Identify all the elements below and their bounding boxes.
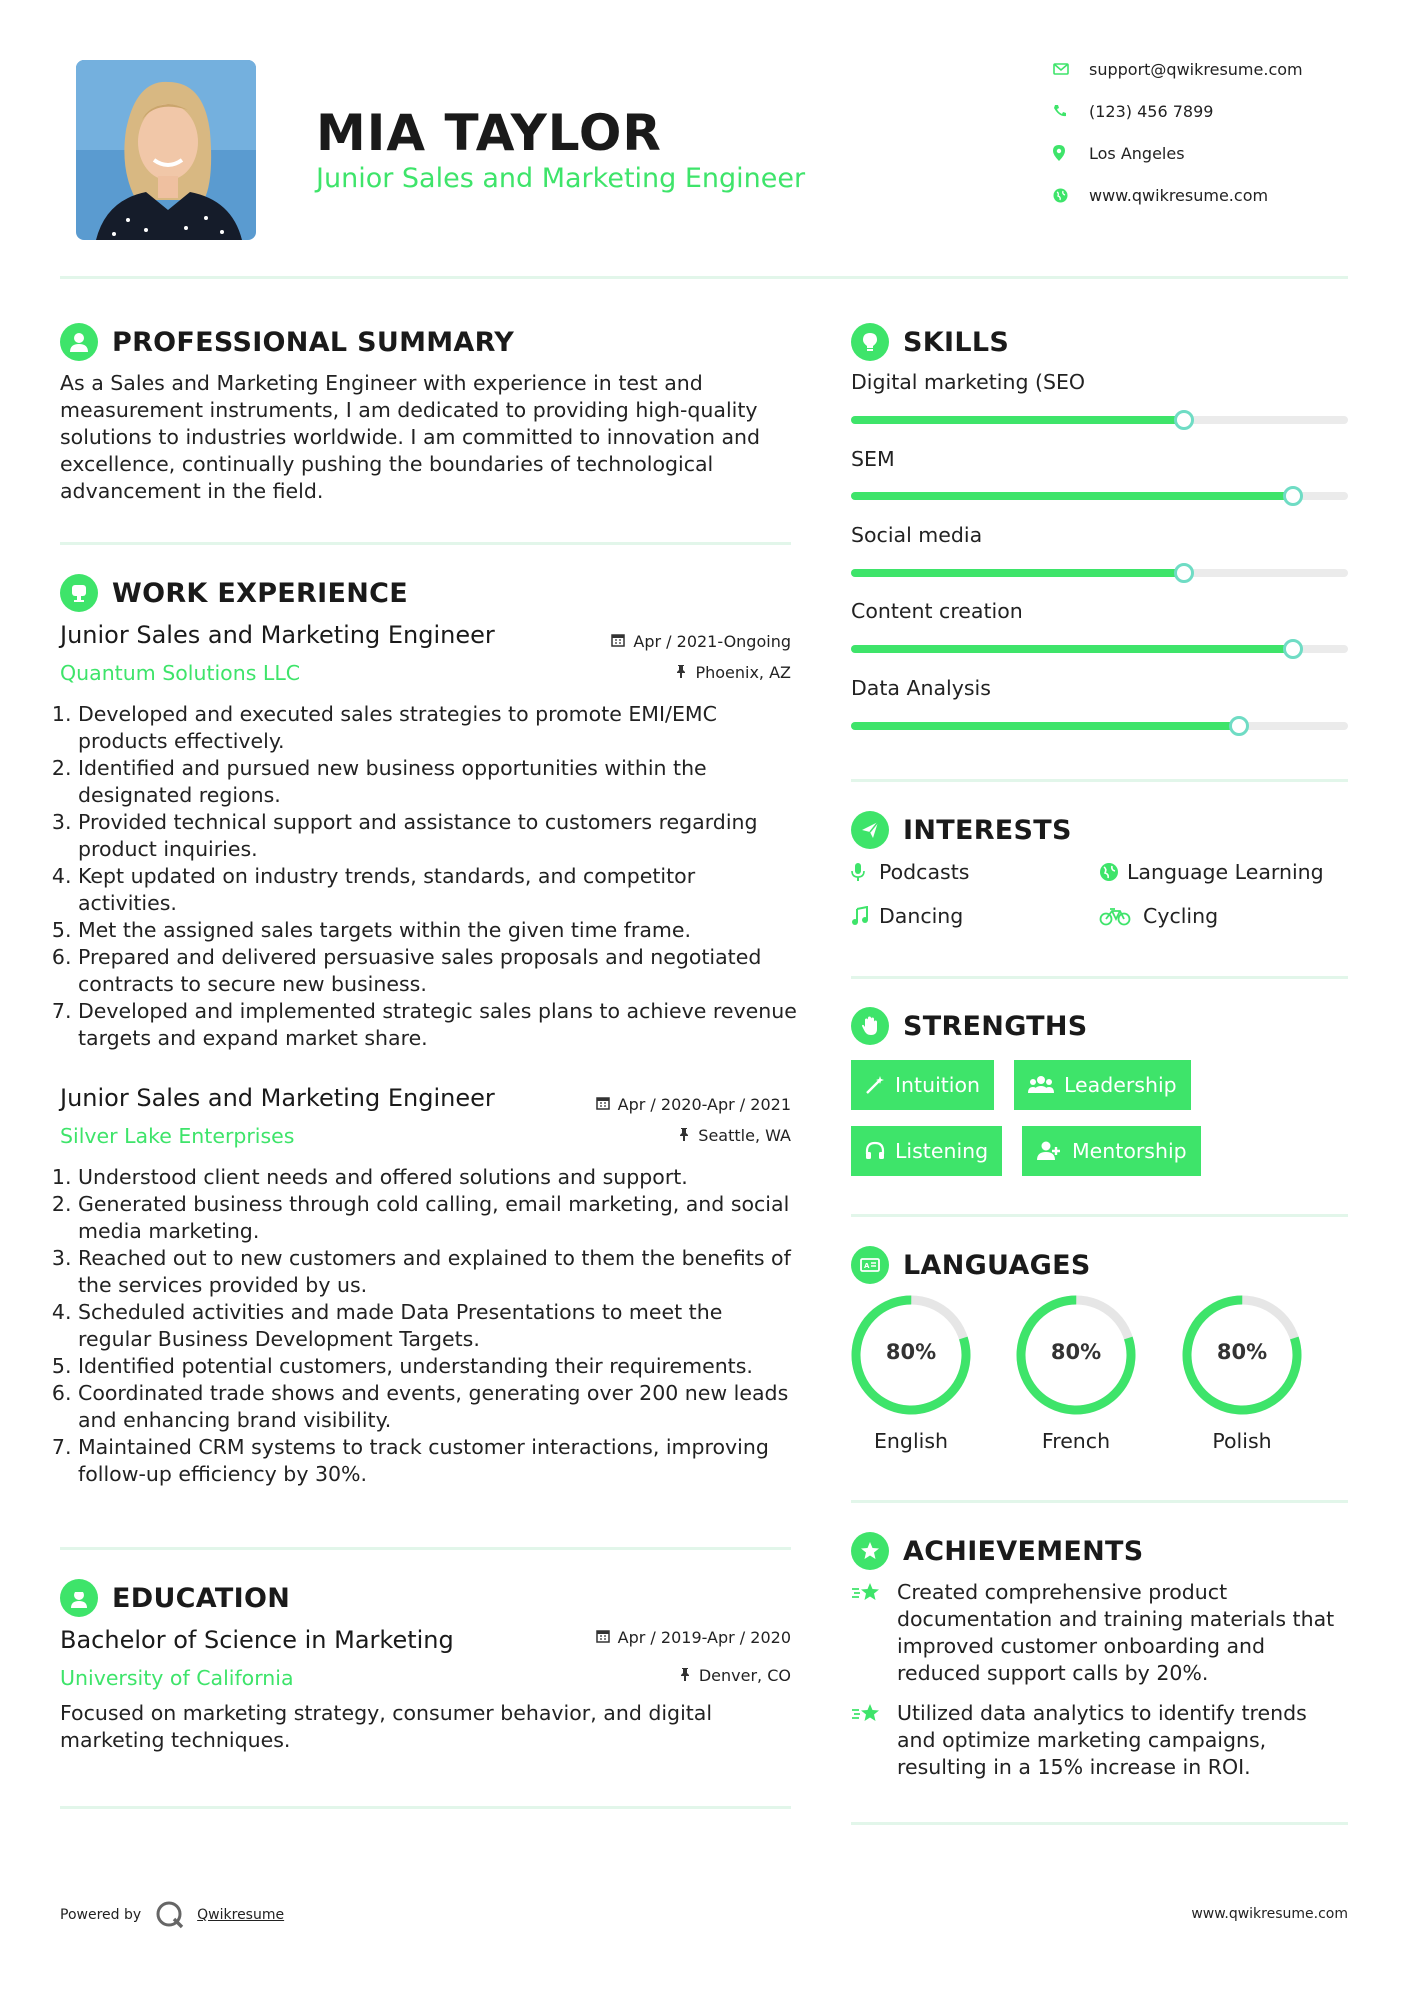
education-location-text: Denver, CO bbox=[698, 1666, 791, 1685]
language-name: English bbox=[873, 1429, 949, 1453]
achievement-text: Utilized data analytics to identify trends and optimize marketing campaigns, resulting in a 15% increase in ROI. bbox=[897, 1701, 1307, 1779]
skill-bar bbox=[851, 416, 1348, 424]
skill-bar-fill bbox=[851, 492, 1293, 500]
duty-item: 6. Coordinated trade shows and events, generating over 200 new leads and enhancing brand visibility. bbox=[78, 1380, 798, 1434]
pushpin-icon bbox=[679, 1666, 691, 1685]
lightbulb-icon bbox=[851, 323, 889, 361]
magic-wand-icon bbox=[865, 1075, 885, 1095]
headphones-icon bbox=[865, 1141, 885, 1161]
language-name: Polish bbox=[1212, 1429, 1272, 1453]
summary-heading-text: PROFESSIONAL SUMMARY bbox=[112, 326, 515, 358]
calendar-icon bbox=[596, 1628, 610, 1647]
job-2-location-text: Seattle, WA bbox=[698, 1126, 791, 1145]
duty-item: 5. Met the assigned sales targets within the given time frame. bbox=[78, 917, 798, 944]
job-2-dates-text: Apr / 2020-Apr / 2021 bbox=[617, 1095, 791, 1114]
duty-item: 2. Identified and pursued new business opportunities within the designated regions. bbox=[78, 755, 798, 809]
interest-item bbox=[851, 904, 963, 928]
user-plus-icon bbox=[1036, 1141, 1062, 1161]
header-divider bbox=[60, 276, 1348, 279]
duty-item: 3. Reached out to new customers and explained to them the benefits of the services provided by us. bbox=[78, 1245, 798, 1299]
job-1-dates bbox=[611, 632, 791, 651]
envelope-icon bbox=[1053, 63, 1089, 75]
paper-plane-icon bbox=[851, 811, 889, 849]
trophy-icon bbox=[851, 1532, 889, 1570]
education-divider bbox=[60, 1806, 791, 1809]
interest-label: Podcasts bbox=[879, 860, 970, 884]
duty-item: 4. Scheduled activities and made Data Presentations to meet the regular Business Development Targets. bbox=[78, 1299, 798, 1353]
pushpin-icon bbox=[678, 1126, 690, 1145]
globe-icon bbox=[1099, 862, 1127, 882]
interest-label: Language Learning bbox=[1127, 860, 1324, 884]
job-1-duties bbox=[58, 701, 798, 1052]
raised-hand-icon bbox=[851, 1007, 889, 1045]
duty-item: 6. Prepared and delivered persuasive sales proposals and negotiated contracts to secure new business. bbox=[78, 944, 798, 998]
duty-item: 5. Identified potential customers, understanding their requirements. bbox=[78, 1353, 798, 1380]
summary-text: As a Sales and Marketing Engineer with experience in test and measurement instruments, I am dedicated to providing high-quality solutions to industries worldwide. I am committed to innovation and excellence, continually pushing the boundaries of technological advancement in the field. bbox=[60, 371, 761, 503]
skill-bar-knob bbox=[1283, 486, 1303, 506]
skill-name: Social media bbox=[851, 523, 983, 547]
job-1-location-text: Phoenix, AZ bbox=[695, 663, 791, 682]
job-1-title: Junior Sales and Marketing Engineer bbox=[60, 621, 495, 649]
job-2-company: Silver Lake Enterprises bbox=[60, 1124, 295, 1148]
education-heading bbox=[60, 1578, 290, 1618]
job-1-company: Quantum Solutions LLC bbox=[60, 661, 301, 685]
interest-label: Cycling bbox=[1143, 904, 1219, 928]
duty-item: 2. Generated business through cold calling, email marketing, and social media marketing. bbox=[78, 1191, 798, 1245]
job-2-duties bbox=[58, 1164, 798, 1488]
job-1-location bbox=[675, 663, 791, 682]
education-dates bbox=[596, 1628, 791, 1647]
contact-website[interactable] bbox=[1053, 183, 1268, 207]
education-heading-text: EDUCATION bbox=[112, 1582, 291, 1614]
duty-item: 7. Maintained CRM systems to track customer interactions, improving follow-up efficiency by 30%. bbox=[78, 1434, 798, 1488]
duty-item: 3. Provided technical support and assistance to customers regarding product inquiries. bbox=[78, 809, 798, 863]
duty-item: 1. Developed and executed sales strategies to promote EMI/EMC products effectively. bbox=[78, 701, 798, 755]
qwikresume-logo-icon bbox=[155, 1900, 185, 1930]
globe-icon bbox=[1053, 188, 1089, 203]
skill-bar-fill bbox=[851, 416, 1184, 424]
footer-powered-by bbox=[60, 1900, 284, 1930]
interest-label: Dancing bbox=[879, 904, 964, 928]
strength-badge bbox=[851, 1060, 994, 1110]
language-percent: 80% bbox=[1216, 1340, 1268, 1364]
skill-bar bbox=[851, 722, 1348, 730]
svg-text:A: A bbox=[864, 1262, 870, 1270]
skill-name: SEM bbox=[851, 447, 895, 471]
language-card-icon bbox=[851, 1246, 889, 1284]
contact-email-text: support@qwikresume.com bbox=[1089, 59, 1303, 79]
strengths-heading-text: STRENGTHS bbox=[903, 1010, 1088, 1042]
achievement-text: Created comprehensive product documentation and training materials that improved customer onboarding and reduced support calls by 20%. bbox=[897, 1580, 1335, 1685]
strengths-heading bbox=[851, 1006, 1088, 1046]
achievement-item bbox=[851, 1700, 1351, 1781]
profile-photo bbox=[76, 60, 256, 240]
skill-bar-fill bbox=[851, 722, 1239, 730]
skill-name: Content creation bbox=[851, 599, 1023, 623]
summary-divider bbox=[60, 542, 791, 545]
skill-name: Data Analysis bbox=[851, 676, 991, 700]
experience-divider bbox=[60, 1547, 791, 1550]
skill-bar-knob bbox=[1174, 410, 1194, 430]
strength-label: Listening bbox=[895, 1139, 989, 1163]
language-percent: 80% bbox=[885, 1340, 937, 1364]
strength-badge bbox=[1022, 1126, 1201, 1176]
skill-bar bbox=[851, 645, 1348, 653]
interests-divider bbox=[851, 976, 1348, 979]
duty-item: 7. Developed and implemented strategic sales plans to achieve revenue targets and expand market share. bbox=[78, 998, 798, 1052]
skills-divider bbox=[851, 779, 1348, 782]
skill-bar bbox=[851, 492, 1348, 500]
skill-bar-fill bbox=[851, 569, 1184, 577]
skill-bar bbox=[851, 569, 1348, 577]
achievements-heading bbox=[851, 1531, 1144, 1571]
strength-label: Mentorship bbox=[1072, 1139, 1187, 1163]
contact-phone[interactable] bbox=[1053, 99, 1213, 123]
skill-bar-knob bbox=[1229, 716, 1249, 736]
phone-icon bbox=[1053, 104, 1089, 118]
strengths-divider bbox=[851, 1214, 1348, 1217]
job-2-title: Junior Sales and Marketing Engineer bbox=[60, 1084, 495, 1112]
star-icon bbox=[851, 1579, 897, 1687]
powered-by-text: Powered by bbox=[60, 1907, 142, 1923]
job-2-dates bbox=[596, 1095, 791, 1114]
experience-heading-text: WORK EXPERIENCE bbox=[112, 577, 408, 609]
duty-item: 1. Understood client needs and offered solutions and support. bbox=[78, 1164, 798, 1191]
contact-location bbox=[1053, 141, 1185, 165]
job-1-dates-text: Apr / 2021-Ongoing bbox=[633, 632, 791, 651]
summary-heading bbox=[60, 322, 514, 362]
bicycle-icon bbox=[1099, 906, 1143, 926]
calendar-icon bbox=[596, 1095, 610, 1114]
strength-badge bbox=[851, 1126, 1002, 1176]
education-location bbox=[679, 1666, 791, 1685]
experience-heading bbox=[60, 573, 408, 613]
brand-link[interactable]: Qwikresume bbox=[197, 1907, 285, 1923]
contact-email[interactable] bbox=[1053, 57, 1303, 81]
users-icon bbox=[1028, 1075, 1054, 1095]
interest-item bbox=[1099, 860, 1324, 884]
achievement-item bbox=[851, 1579, 1351, 1687]
strength-label: Leadership bbox=[1064, 1073, 1177, 1097]
music-note-icon bbox=[851, 906, 879, 926]
skills-heading bbox=[851, 322, 1009, 362]
strength-badge bbox=[1014, 1060, 1191, 1110]
calendar-icon bbox=[611, 632, 625, 651]
skills-heading-text: SKILLS bbox=[903, 326, 1010, 358]
user-icon bbox=[60, 323, 98, 361]
languages-heading-text: LANGUAGES bbox=[903, 1249, 1091, 1281]
education-degree: Bachelor of Science in Marketing bbox=[60, 1626, 454, 1654]
interest-item bbox=[851, 860, 969, 884]
education-dates-text: Apr / 2019-Apr / 2020 bbox=[617, 1628, 791, 1647]
job-2-location bbox=[678, 1126, 791, 1145]
candidate-title: Junior Sales and Marketing Engineer bbox=[316, 163, 806, 194]
achievements-heading-text: ACHIEVEMENTS bbox=[903, 1535, 1144, 1567]
languages-heading bbox=[851, 1245, 1091, 1285]
skill-bar-knob bbox=[1283, 639, 1303, 659]
achievements-divider bbox=[851, 1822, 1348, 1825]
interest-item bbox=[1099, 904, 1218, 928]
duty-item: 4. Kept updated on industry trends, standards, and competitor activities. bbox=[78, 863, 798, 917]
contact-phone-text: (123) 456 7899 bbox=[1089, 101, 1214, 121]
map-pin-icon bbox=[1053, 145, 1089, 161]
strength-label: Intuition bbox=[895, 1073, 981, 1097]
microphone-icon bbox=[851, 862, 879, 882]
skill-name: Digital marketing (SEO bbox=[851, 370, 1086, 394]
footer-url[interactable]: www.qwikresume.com bbox=[1191, 1906, 1348, 1922]
interests-heading bbox=[851, 810, 1072, 850]
education-description: Focused on marketing strategy, consumer behavior, and digital marketing techniques. bbox=[60, 1701, 713, 1752]
language-percent: 80% bbox=[1050, 1340, 1102, 1364]
pushpin-icon bbox=[675, 663, 687, 682]
graduate-icon bbox=[60, 1579, 98, 1617]
briefcase-icon bbox=[60, 574, 98, 612]
language-name: French bbox=[1041, 1429, 1111, 1453]
star-icon bbox=[851, 1700, 897, 1781]
skill-bar-knob bbox=[1174, 563, 1194, 583]
interests-heading-text: INTERESTS bbox=[903, 814, 1072, 846]
contact-website-text: www.qwikresume.com bbox=[1089, 185, 1269, 205]
candidate-name: MIA TAYLOR bbox=[316, 104, 662, 162]
languages-divider bbox=[851, 1500, 1348, 1503]
skill-bar-fill bbox=[851, 645, 1293, 653]
education-school: University of California bbox=[60, 1666, 294, 1690]
contact-location-text: Los Angeles bbox=[1089, 143, 1185, 163]
